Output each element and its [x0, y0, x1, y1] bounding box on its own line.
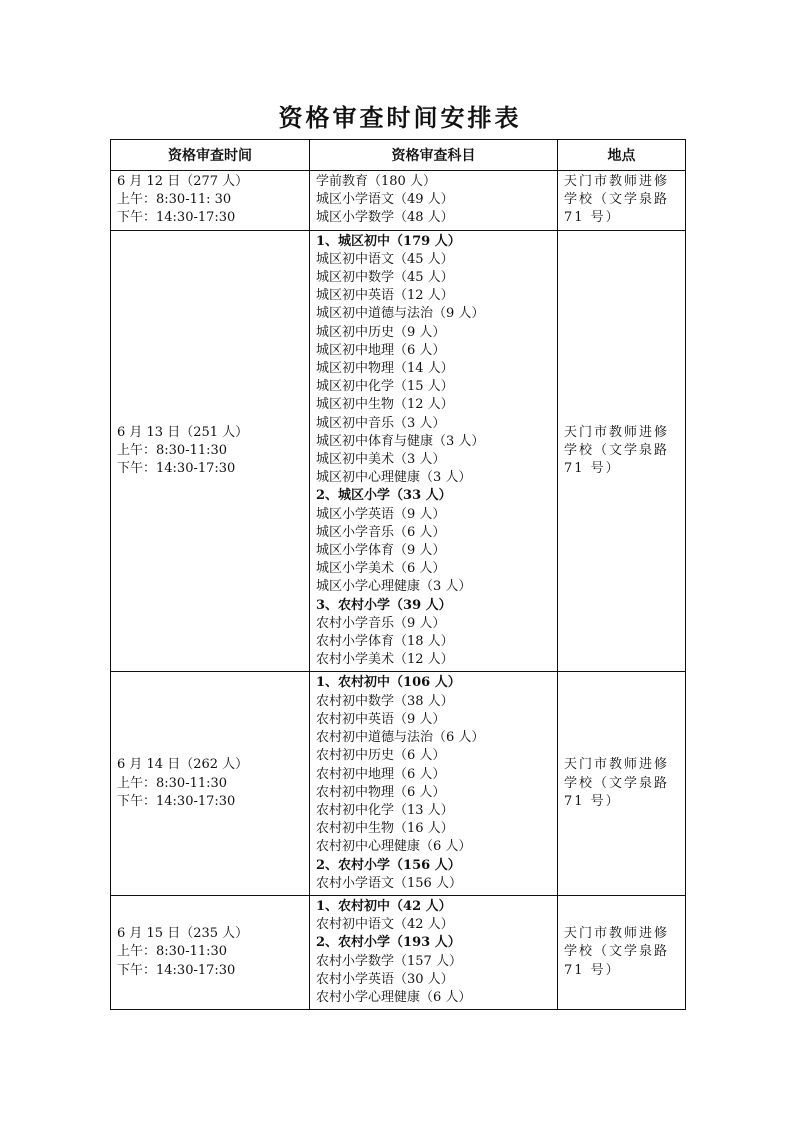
table-row: [111, 171, 686, 231]
time-slot: 上午：8:30-11:30: [117, 944, 228, 960]
location-cell: [558, 895, 686, 1009]
subject-item: 农村初中历史（6 人）: [316, 748, 446, 764]
location-line: 71 号）: [564, 210, 621, 226]
subject-group-heading: 3、农村小学（39 人）: [316, 597, 452, 613]
subject-item: 城区初中英语（12 人）: [316, 288, 454, 304]
subject-item: 城区初中音乐（3 人）: [316, 415, 446, 431]
location-cell: [558, 230, 686, 672]
time-slot: 下午：14:30-17:30: [117, 210, 236, 226]
schedule-table: [110, 139, 686, 1010]
subject-item: 城区初中地理（6 人）: [316, 342, 446, 358]
subject-item: 城区初中数学（45 人）: [316, 270, 454, 286]
subject-item: 农村小学体育（18 人）: [316, 634, 454, 650]
subjects-cell: [310, 171, 558, 231]
review-date: 6 月 12 日（277 人）: [117, 174, 249, 189]
subject-item: 农村初中英语（9 人）: [316, 711, 446, 727]
time-cell: [111, 672, 310, 895]
subjects-cell: [310, 895, 558, 1009]
subject-item: 学前教育（180 人）: [316, 174, 436, 189]
subject-group-heading: 1、城区初中（179 人）: [316, 233, 461, 249]
subject-item: 城区初中体育与健康（3 人）: [316, 433, 485, 449]
time-slot: 下午：14:30-17:30: [117, 962, 236, 978]
review-date: 6 月 14 日（262 人）: [117, 757, 249, 773]
time-cell: [111, 895, 310, 1009]
subject-item: 农村初中道德与法治（6 人）: [316, 730, 485, 746]
time-slot: 下午：14:30-17:30: [117, 793, 236, 809]
location-line: 学校（文学泉路: [564, 944, 670, 960]
subject-group-heading: 1、农村初中（106 人）: [316, 675, 461, 691]
subjects-cell: [310, 672, 558, 895]
location-line: 学校（文学泉路: [564, 775, 670, 791]
subject-item: 城区小学体育（9 人）: [316, 543, 446, 559]
header-subjects: 资格审查科目: [310, 140, 558, 171]
subject-item: 农村小学音乐（9 人）: [316, 615, 446, 631]
table-row: [111, 672, 686, 895]
subject-item: 城区初中美术（3 人）: [316, 452, 446, 468]
subject-group-heading: 1、农村初中（42 人）: [316, 898, 452, 914]
review-date: 6 月 13 日（251 人）: [117, 424, 249, 440]
location-cell: [558, 672, 686, 895]
subject-item: 农村初中地理（6 人）: [316, 766, 446, 782]
subject-item: 农村小学语文（156 人）: [316, 875, 462, 891]
subject-group-heading: 2、农村小学（193 人）: [316, 935, 461, 951]
subject-item: 城区小学英语（9 人）: [316, 506, 446, 522]
subject-item: 农村初中数学（38 人）: [316, 693, 454, 709]
header-location: 地点: [558, 140, 686, 171]
location-line: 学校（文学泉路: [564, 442, 670, 458]
subject-item: 城区小学美术（6 人）: [316, 561, 446, 577]
location-line: 天门市教师进修: [564, 926, 670, 942]
time-slot: 上午：8:30-11: 30: [117, 192, 232, 208]
location-line: 71 号）: [564, 461, 621, 477]
table-row: [111, 230, 686, 672]
review-date: 6 月 15 日（235 人）: [117, 926, 249, 942]
subject-item: 城区初中物理（14 人）: [316, 361, 454, 377]
table-header-row: [111, 140, 686, 171]
document-title: 资格审查时间安排表: [278, 103, 522, 132]
location-line: 天门市教师进修: [564, 174, 670, 189]
subject-item: 农村小学数学（157 人）: [316, 953, 462, 969]
subject-item: 城区初中心理健康（3 人）: [316, 470, 472, 486]
location-cell: [558, 171, 686, 231]
time-cell: [111, 171, 310, 231]
subject-item: 农村初中心理健康（6 人）: [316, 839, 472, 855]
subject-item: 城区小学语文（49 人）: [316, 192, 454, 208]
subject-item: 城区初中生物（12 人）: [316, 397, 454, 413]
table-body: [111, 171, 686, 1010]
header-time: 资格审查时间: [111, 140, 310, 171]
subject-item: 城区初中历史（9 人）: [316, 324, 446, 340]
subject-item: 农村初中生物（16 人）: [316, 821, 454, 837]
location-line: 天门市教师进修: [564, 757, 670, 773]
subject-item: 农村初中语文（42 人）: [316, 917, 454, 933]
location-line: 71 号）: [564, 793, 621, 809]
subject-item: 农村初中物理（6 人）: [316, 784, 446, 800]
time-slot: 上午：8:30-11:30: [117, 442, 228, 458]
subject-item: 城区小学音乐（6 人）: [316, 524, 446, 540]
subject-item: 城区初中化学（15 人）: [316, 379, 454, 395]
time-slot: 上午：8:30-11:30: [117, 775, 228, 791]
location-line: 天门市教师进修: [564, 424, 670, 440]
location-line: 学校（文学泉路: [564, 192, 670, 208]
table-row: [111, 895, 686, 1009]
subject-group-heading: 2、城区小学（33 人）: [316, 488, 452, 504]
subjects-cell: [310, 230, 558, 672]
subject-item: 农村小学心理健康（6 人）: [316, 989, 472, 1005]
subject-item: 城区小学数学（48 人）: [316, 210, 454, 226]
subject-item: 城区初中道德与法治（9 人）: [316, 306, 485, 322]
time-slot: 下午：14:30-17:30: [117, 461, 236, 477]
time-cell: [111, 230, 310, 672]
subject-item: 农村小学美术（12 人）: [316, 652, 454, 668]
subject-item: 农村初中化学（13 人）: [316, 802, 454, 818]
subject-group-heading: 2、农村小学（156 人）: [316, 857, 461, 873]
subject-item: 城区初中语文（45 人）: [316, 251, 454, 267]
location-line: 71 号）: [564, 962, 621, 978]
subject-item: 城区小学心理健康（3 人）: [316, 579, 472, 595]
subject-item: 农村小学英语（30 人）: [316, 971, 454, 987]
